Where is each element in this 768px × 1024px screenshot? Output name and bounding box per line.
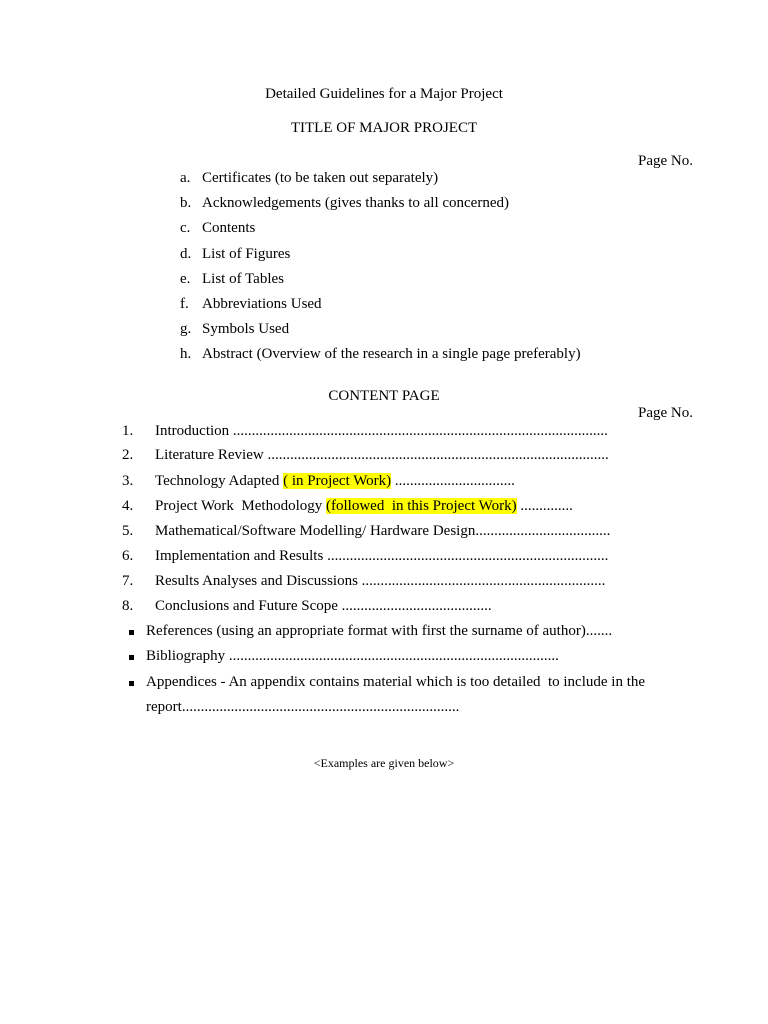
chapter-entry [155,523,610,540]
chapter-title: Results Analyses and Discussions [155,573,358,589]
list-item: Certificates (to be taken out separately) [202,170,439,186]
square-bullet-icon [129,681,134,686]
leader-dots: .................................................................................................... [229,423,608,439]
content-page-heading: CONTENT PAGE [328,388,440,404]
chapter-number: 7. [122,573,134,589]
list-item: List of Figures [202,246,291,262]
document-heading: Detailed Guidelines for a Major Project [265,86,503,102]
appendix-continuation: report.......................................................................... [146,699,460,715]
chapter-number: 8. [122,598,134,614]
chapter-title: Implementation and Results [155,548,324,564]
list-item-marker: h. [180,346,192,362]
chapter-title: Technology Adapted [155,473,284,489]
chapter-title: Literature Review [155,447,264,463]
chapter-title: Conclusions and Future Scope [155,598,338,614]
list-item: Contents [202,220,256,236]
list-item: Acknowledgements (gives thanks to all concerned) [202,195,509,211]
leader-dots: ................................ [391,473,515,489]
chapter-number: 6. [122,548,134,564]
list-item: Abbreviations Used [202,296,322,312]
back-matter-item: Appendices - An appendix contains material which is too detailed to include in the [146,674,646,690]
chapter-entry [155,548,608,565]
list-item-marker: e. [180,271,191,287]
list-item-marker: c. [180,220,191,236]
chapter-number: 1. [122,423,134,439]
chapter-number: 4. [122,498,134,514]
chapter-entry [155,473,515,490]
chapter-title: Introduction [155,423,230,439]
list-item-marker: d. [180,246,192,262]
chapter-number: 2. [122,447,134,463]
chapter-number: 3. [122,473,134,489]
chapter-title: Project Work Methodology [155,498,326,514]
list-item-marker: a. [180,170,191,186]
leader-dots: ................................................................. [357,573,606,589]
chapter-title: Mathematical/Software Modelling/ Hardware Design [155,523,476,539]
list-item: List of Tables [202,271,284,287]
list-item: Abstract (Overview of the research in a single page preferably) [202,346,581,362]
list-item: Symbols Used [202,321,290,337]
content-page-no-label: Page No. [638,405,693,421]
back-matter-item: Bibliography ........................................................................................ [146,648,559,664]
chapter-entry [155,423,608,440]
leader-dots: ........................................ [337,598,492,614]
project-title: TITLE OF MAJOR PROJECT [290,120,478,136]
square-bullet-icon [129,655,134,660]
chapter-highlight: (followed in this Project Work) [326,498,517,514]
list-item-marker: f. [180,296,189,312]
chapter-number: 5. [122,523,134,539]
chapter-entry [155,573,605,590]
back-matter-item: References (using an appropriate format with first the surname of author)....... [146,623,613,639]
list-item-marker: g. [180,321,192,337]
leader-dots: ........................................................................... [323,548,609,564]
leader-dots: .............. [516,498,573,514]
chapter-entry [155,598,492,615]
examples-note: <Examples are given below> [313,756,455,770]
chapter-entry [155,447,609,464]
square-bullet-icon [129,630,134,635]
list-item-marker: b. [180,195,192,211]
chapter-highlight: ( in Project Work) [283,473,392,489]
leader-dots: .................................... [475,523,611,539]
page-no-label: Page No. [638,153,693,169]
chapter-entry [155,498,573,515]
leader-dots: ........................................................................................... [263,447,609,463]
